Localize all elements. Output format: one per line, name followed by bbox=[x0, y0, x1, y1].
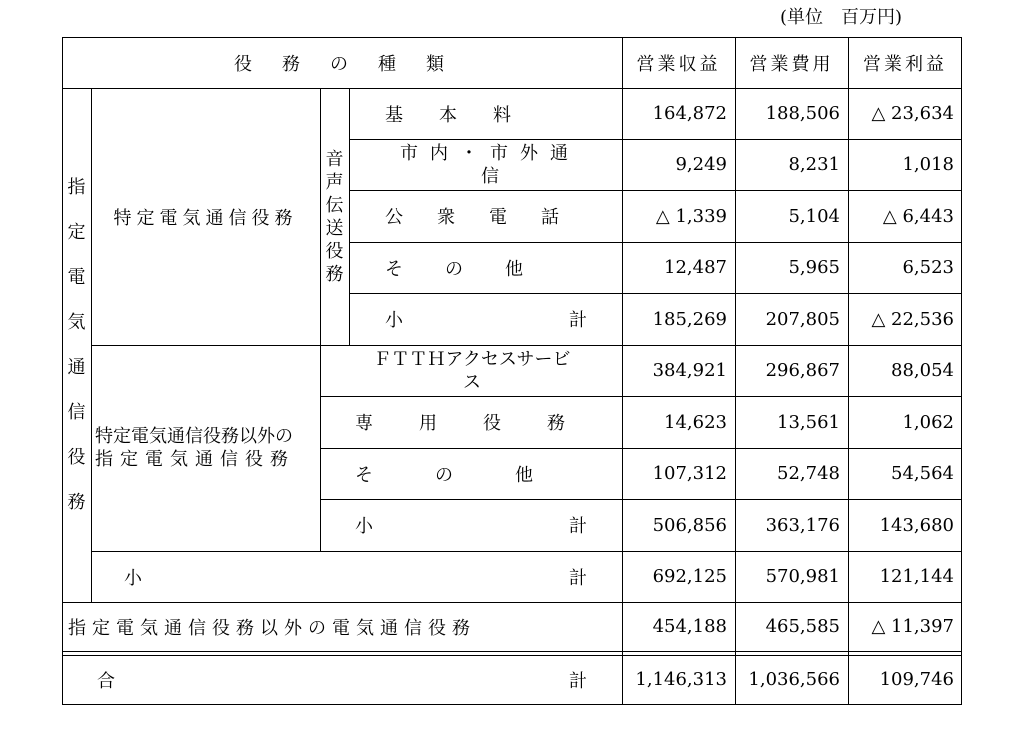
cell-expense: 363,176 bbox=[765, 514, 840, 536]
cell-revenue: 12,487 bbox=[664, 257, 727, 278]
header-type: 役 務 の 種 類 bbox=[234, 53, 450, 75]
row-label-public-phone: 公 衆 電 話 bbox=[385, 207, 567, 228]
row-label-total: 合 bbox=[97, 670, 115, 692]
cell-expense: 296,867 bbox=[765, 360, 840, 381]
cell-profit: 54,564 bbox=[891, 463, 954, 484]
vertical-char: 信 bbox=[67, 402, 86, 423]
header-revenue: 営業収益 bbox=[636, 53, 721, 75]
vertical-char: 役 bbox=[325, 240, 344, 262]
designated-group-label bbox=[62, 88, 91, 602]
vertical-char: 通 bbox=[67, 357, 86, 378]
cell-profit: 88,054 bbox=[891, 360, 954, 381]
cell-profit: △ 22,536 bbox=[871, 308, 954, 330]
specified-group-label: 特定電気通信役務 bbox=[113, 207, 298, 229]
row-label-ftth: ＦＴＴＨアクセスサービ bbox=[373, 348, 571, 370]
cell-expense: 207,805 bbox=[765, 308, 840, 330]
cell-expense: 52,748 bbox=[777, 463, 840, 484]
cell-revenue: 185,269 bbox=[652, 308, 727, 330]
cell-revenue: 107,312 bbox=[652, 463, 727, 484]
row-label-other-services: 指定電気通信役務以外の電気通信役務 bbox=[68, 617, 476, 639]
cell-expense: 1,036,566 bbox=[748, 669, 840, 690]
cell-expense: 13,561 bbox=[777, 411, 840, 433]
cell-revenue: 1,146,313 bbox=[635, 669, 727, 690]
vertical-char: 気 bbox=[67, 312, 86, 333]
vertical-char: 務 bbox=[67, 492, 86, 513]
cell-profit: 1,018 bbox=[902, 154, 954, 175]
cell-revenue: 454,188 bbox=[652, 616, 727, 637]
cell-expense: 188,506 bbox=[765, 103, 840, 124]
row-label-other-2: そ の 他 bbox=[355, 464, 555, 486]
cell-profit: 143,680 bbox=[879, 514, 954, 536]
non-specified-group-label: 特定電気通信役務以外の 指定電気通信役務 bbox=[95, 426, 295, 470]
row-label-subtotal-1: 小 bbox=[385, 310, 403, 331]
cell-profit: 109,746 bbox=[879, 669, 954, 690]
row-label-local-call: 市内・市外通 bbox=[400, 142, 580, 164]
header-expense: 営業費用 bbox=[749, 53, 834, 75]
cell-revenue: 164,872 bbox=[652, 103, 727, 124]
vertical-char: 指 bbox=[67, 177, 86, 198]
row-label-basic-fee: 基 本 料 bbox=[385, 104, 511, 126]
row-label-subtotal-2: 小 bbox=[355, 516, 373, 537]
cell-profit: △ 6,443 bbox=[882, 205, 954, 227]
vertical-char: 務 bbox=[325, 263, 344, 285]
cell-revenue: △ 1,339 bbox=[655, 205, 727, 227]
cell-profit: △ 11,397 bbox=[871, 616, 954, 637]
vertical-char: 音 bbox=[325, 148, 344, 170]
vertical-char: 役 bbox=[67, 447, 86, 468]
cell-expense: 570,981 bbox=[765, 566, 840, 587]
cell-profit: 6,523 bbox=[902, 257, 954, 278]
cell-expense: 465,585 bbox=[765, 616, 840, 637]
cell-expense: 5,104 bbox=[788, 205, 840, 227]
cell-profit: 121,144 bbox=[879, 566, 954, 587]
vertical-char: 送 bbox=[325, 217, 344, 239]
cell-expense: 5,965 bbox=[788, 257, 840, 278]
cell-revenue: 692,125 bbox=[652, 566, 727, 587]
row-label-leased: 専 用 役 務 bbox=[355, 413, 579, 434]
vertical-char: 定 bbox=[67, 222, 86, 243]
vertical-char: 声 bbox=[325, 171, 344, 193]
cell-expense: 8,231 bbox=[788, 154, 840, 175]
vertical-char: 伝 bbox=[325, 194, 344, 216]
cell-profit: △ 23,634 bbox=[871, 103, 954, 124]
cell-revenue: 14,623 bbox=[664, 411, 727, 433]
revenue-table: 役 務 の 種 類 営業収益 営業費用 営業利益 指 定 電 気 通 信 役 務 特定電気通信役務 音 声 伝 送 役 務 特定電気通信役務以外の 指定電気通信役務 基 本 料 市内・市外通 信 公 衆 電 話 そ の 他 小 計 ＦＴＴＨアクセスサービ ス 専 用 役 務 そ の 他 小 計 小 計 指定電気通信役務以外の電気通信役務 合 計 164,872 188,506 △ 23,634 9,249 8,231 1,018 △ 1,339 5,104 △ 6,443 12,487 5,965 6,523 185,269 207,805 △ 22,536 384,921 296,867 88,054 14,623 13,561 1,062 107,312 52,748 54,564 506,856 363,176 143,680 692,125 570,981 121,144 454,188 465,585 △ 11,397 1,146,313 1,036,566 109,746 bbox=[62, 37, 962, 705]
cell-revenue: 506,856 bbox=[652, 514, 727, 536]
header-profit: 営業利益 bbox=[863, 53, 947, 75]
cell-revenue: 384,921 bbox=[652, 360, 727, 381]
cell-revenue: 9,249 bbox=[675, 154, 727, 175]
row-label-subtotal-3: 小 bbox=[124, 567, 142, 589]
vertical-char: 電 bbox=[67, 267, 86, 288]
unit-label: (単位 百万円) bbox=[780, 7, 903, 28]
row-label-other-1: そ の 他 bbox=[385, 258, 535, 280]
cell-profit: 1,062 bbox=[902, 411, 954, 433]
voice-group-label bbox=[320, 88, 349, 345]
